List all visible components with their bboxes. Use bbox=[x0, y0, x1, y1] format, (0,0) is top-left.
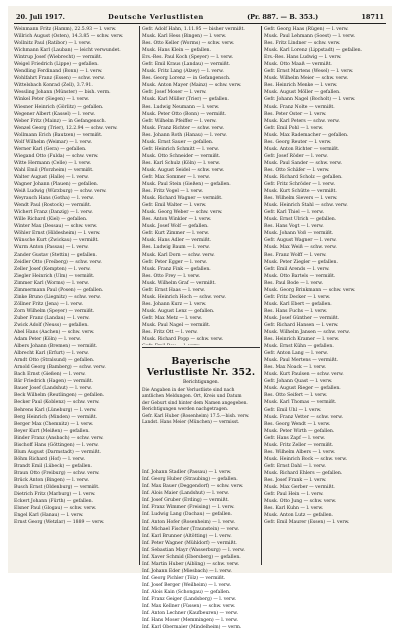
list-entry: Albers Johann (Bremen) — vermißt. bbox=[14, 344, 98, 350]
list-entry: Inf. Max Kellner (Füssen) — schw. verw. bbox=[142, 604, 236, 610]
list-entry: Dietrich Fritz (Marburg) — l. verw. bbox=[14, 492, 96, 498]
list-entry: Bischoff Hans (Göttingen) — l. verw. bbox=[14, 442, 99, 448]
column-right bbox=[264, 26, 388, 565]
list-entry: Musk. Max Rademacher — gefallen. bbox=[264, 132, 349, 138]
list-entry: Musk. Josef Günther — vermißt. bbox=[264, 315, 340, 321]
list-entry: Res. Heinrich Kramer — l. verw. bbox=[264, 337, 340, 343]
list-entry: Zorn Wilhelm (Speyer) — vermißt. bbox=[14, 308, 95, 314]
list-entry: Inf. Martin Huber (Aibling) — schw. verw. bbox=[142, 561, 240, 567]
bavarian-list-section bbox=[142, 345, 260, 455]
list-entry: Gefr. Emil Kraus (Landau) — vermißt. bbox=[142, 62, 231, 68]
list-entry: Res. Hans Fuchs — l. verw. bbox=[264, 308, 328, 314]
list-entry: Gefr. Paul Hein — l. verw. bbox=[264, 492, 324, 498]
list-entry: Inf. Karl Obermaier (Mindelheim) — verm. bbox=[142, 625, 242, 631]
list-entry: Musk. Ernst Kühn — gefallen. bbox=[264, 344, 334, 350]
list-entry: Gefr. Karl Huber (Rosenheim) 17.5.—bish. verw. bbox=[142, 413, 250, 419]
list-entry: Inf. Georg Huber (Straubing) — gefallen. bbox=[142, 477, 238, 483]
list-entry: Gefr. Richard Hansen — l. verw. bbox=[264, 322, 339, 328]
list-entry: Res. Johann Roth (Hanau) — l. verw. bbox=[142, 132, 227, 138]
list-entry: Inf. Hans Moser (Memmingen) — l. verw. bbox=[142, 618, 238, 624]
list-entry: Wintrup Josef (Wiebrecht) — vermißt. bbox=[14, 55, 103, 61]
list-entry: Res. Fritz Ott — l. verw. bbox=[142, 330, 198, 336]
list-entry: Wohlfahrt Franz (Essen) — schw. verw. bbox=[14, 76, 105, 82]
list-entry: Zinke Bruno (Liegnitz) — schw. verw. bbox=[14, 294, 101, 300]
list-entry: Gefr. Max Sommer — l. verw. bbox=[142, 174, 210, 180]
list-entry: Musk. Wilhelm Meier — schw. verw. bbox=[264, 76, 349, 82]
list-entry: Busch Ernst (Oldenburg) — vermißt. bbox=[14, 485, 100, 491]
list-entry: Inf. Anton Lechner (Kaufbeuren) — verw. bbox=[142, 611, 238, 617]
list-entry: Musk. Otto Bartels — vermißt. bbox=[264, 273, 336, 279]
page-header bbox=[16, 11, 384, 22]
list-entry: Inf. Max Bauer (Deggendorf) — schw. verw. bbox=[142, 484, 244, 490]
list-entry: Musk. Richard Ehlers — gefallen. bbox=[264, 470, 343, 476]
list-entry: amtlichen Meldungen. Ort, Kreis und Datum bbox=[142, 394, 242, 400]
list-entry: Brück Anton (Bingen) — l. verw. bbox=[14, 478, 89, 483]
list-entry: Bär Friedrich (Hagen) — vermißt. bbox=[14, 379, 94, 385]
list-entry: Musk. August Seidel — schw. verw. bbox=[142, 167, 225, 173]
list-entry: Musk. Hans Klein — gefallen. bbox=[142, 48, 211, 54]
list-entry: Musk. August Rieger — gefallen. bbox=[264, 386, 341, 392]
list-entry: Zöllner Fritz (Jena) — l. verw. bbox=[14, 301, 83, 307]
list-entry: Winter Max (Dessau) — schw. verw. bbox=[14, 224, 98, 230]
list-entry: Gefr. Adolf Hahn, 1.11.95 — bisher vermißt. bbox=[142, 27, 245, 32]
list-entry: Musk. Ernst Ulrich — gefallen. bbox=[264, 217, 337, 223]
column-left bbox=[14, 26, 138, 565]
list-entry: Wurm Anton (Passau) — l. verw. bbox=[14, 245, 89, 251]
list-entry: Musk. Karl Dorn — schw. verw. bbox=[142, 252, 215, 258]
list-entry: Abel Hans (Aachen) — schw. verw. bbox=[14, 330, 95, 336]
list-entry: Wünsche Kurt (Zwickau) — vermißt. bbox=[14, 238, 99, 244]
list-entry: Zimmer Karl (Worms) — l. verw. bbox=[14, 280, 89, 286]
list-entry: Inf. Josef Berger (Weilheim) — l. verw. bbox=[142, 582, 232, 588]
list-entry: Gefr. Wilhelm Pfeiffer — l. verw. bbox=[142, 118, 217, 124]
list-entry: Res. Wilhelm Sievers — l. verw. bbox=[264, 196, 338, 202]
list-entry: Gefr. Emil Maurer (Essen) — l. verw. bbox=[264, 520, 350, 526]
list-entry: Weyrauch Hans (Gotha) — l. verw. bbox=[14, 196, 94, 202]
list-entry: Gefr. Fritz Decker — l. verw. bbox=[264, 294, 331, 300]
list-entry: Zuber Franz (Landau) — l. verw. bbox=[14, 315, 90, 321]
list-entry: Musk. Franz Fink — gefallen. bbox=[142, 266, 211, 272]
list-entry: Inf. Karl Brunner (Altötting) — l. verw. bbox=[142, 533, 232, 539]
list-entry: Gefr. Johann Quast — l. verw. bbox=[264, 379, 333, 385]
list-entry: Bauer Josef (Landshut) — l. verw. bbox=[14, 386, 92, 392]
list-entry: Wegener Albert (Kassel) — l. verw. bbox=[14, 111, 95, 117]
list-entry: Res. Otto Seifert — l. verw. bbox=[264, 393, 328, 399]
list-entry: Res. Otto Frey — l. verw. bbox=[142, 273, 201, 279]
list-entry: Musk. Richard Scholz — gefallen. bbox=[264, 174, 343, 180]
list-entry: Weinmann Fritz (Hamm), 22.5.93 — l. verw. bbox=[14, 27, 117, 32]
list-entry: Gefr. Ernst Dahl — l. verw. bbox=[264, 463, 326, 469]
list-entry: Wendling Ferdinand (Bonn) — l. verw. bbox=[14, 69, 103, 75]
list-entry: Musk. Wilhelm Jansen — schw. verw. bbox=[264, 330, 350, 336]
list-entry: Witte Hermann (Celle) — l. verw. bbox=[14, 160, 92, 166]
list-entry: Gefr. Karl Thiel — l. verw. bbox=[264, 210, 324, 216]
list-entry: Musk. Johann Voß — vermißt. bbox=[264, 231, 334, 237]
list-entry: Inf. Xaver Schmid (Ebersberg) — gefallen. bbox=[142, 554, 241, 560]
list-entry: Musk. Peter Ziegler — gefallen. bbox=[264, 259, 338, 265]
column-middle bbox=[142, 26, 260, 631]
list-entry: Musk. Kurt Paulsen — schw. verw. bbox=[264, 372, 344, 378]
list-entry: Engel Karl (Hanau) — l. verw. bbox=[14, 513, 84, 519]
list-entry: Berger Max (Chemnitz) — l. verw. bbox=[14, 421, 94, 427]
list-entry: Res. Josef Frank — l. verw. bbox=[264, 478, 327, 483]
list-entry: Wichert Franz (Danzig) — l. verw. bbox=[14, 210, 93, 216]
list-entry: Gefr. Heinrich Schmitt — l. verw. bbox=[142, 146, 219, 152]
list-entry: Gefr. Emil Walter — l. verw. bbox=[142, 203, 207, 209]
header-rule bbox=[14, 23, 386, 24]
header-title: Deutsche Verlustlisten bbox=[108, 12, 204, 21]
list-entry: Wagner Johann (Plauen) — gefallen. bbox=[14, 182, 99, 188]
list-entry: Gefr. Kurt Zimmer — l. verw. bbox=[142, 231, 210, 237]
list-entry: Inf. Franz Wimmer (Freising) — l. verw. bbox=[142, 505, 235, 511]
list-entry: Inf. Anton Hofer (Rosenheim) — l. verw. bbox=[142, 519, 235, 525]
list-entry: Winkel Peter (Siegen) — l. verw. bbox=[14, 97, 90, 103]
list-entry: Musk. Fritz Zeller — vermißt. bbox=[264, 442, 334, 448]
list-entry: Inf. Alois Kain (Schongau) — gefallen. bbox=[142, 590, 231, 595]
list-entry: Gefr. Georg Haas (Rügen) — l. verw. bbox=[264, 27, 349, 32]
list-entry: Walter August (Halle) — l. verw. bbox=[14, 174, 89, 180]
list-entry: Musk. Josef Wolf — gefallen. bbox=[142, 224, 209, 230]
list-entry: Gefr. Hans Zapf — l. verw. bbox=[264, 435, 326, 441]
list-entry: Musk. Ernst Sauer — gefallen. bbox=[142, 139, 214, 145]
list-entry: Ers.-Res. Paul Koch (Speyer) — l. verw. bbox=[142, 55, 234, 61]
list-entry: Wahl Emil (Pforzheim) — vermißt. bbox=[14, 167, 94, 173]
list-entry: Res. Max Noack — l. verw. bbox=[264, 365, 327, 371]
list-entry: Inf. Johann Eder (Miesbach) — l. verw. bbox=[142, 568, 232, 574]
list-entry: Musk. Georg Weber — schw. verw. bbox=[142, 210, 223, 216]
list-entry: Wichmann Karl (Lauban) — leicht verwundet. bbox=[14, 48, 121, 54]
list-entry: Ers.-Res. Hans Ludwig — l. verw. bbox=[264, 55, 342, 61]
list-entry: Musk. Paul Nagel — vermißt. bbox=[142, 322, 211, 328]
list-entry: Zeidler Otto (Freiberg) — schw. verw. bbox=[14, 259, 102, 265]
list-entry: Inf. Ludwig Lang (Dachau) — gefallen. bbox=[142, 512, 233, 518]
list-entry: Musk. Franz Nolte — vermißt. bbox=[264, 104, 335, 110]
list-entry: Wolf Wilhelm (Weimar) — l. verw. bbox=[14, 139, 93, 145]
list-entry: Musk. Franz Richter — schw. verw. bbox=[142, 125, 224, 131]
list-entry: Musk. Anton Lutz — gefallen. bbox=[264, 513, 333, 519]
list-entry: Res. Paul Bode — l. verw. bbox=[264, 280, 324, 286]
list-entry: Res. Johann Kurz — l. verw. bbox=[142, 301, 207, 307]
list-entry: Gefr. Fritz Schröder — l. verw. bbox=[264, 182, 336, 188]
list-entry: Inf. Sebastian Mayr (Wasserburg) — l. verw. bbox=[142, 547, 245, 553]
list-entry: Res. Wilhelm Albers — l. verw. bbox=[264, 449, 336, 455]
list-entry: Res. Otto Schäfer — l. verw. bbox=[264, 167, 330, 173]
column-divider bbox=[139, 26, 140, 565]
list-entry: Musk. Richard Popp — schw. verw. bbox=[142, 337, 224, 343]
list-entry: Gefr. Josef Moser — l. verw. bbox=[142, 90, 207, 96]
list-entry: Res. Georg Lorenz — in Gefangensch. bbox=[142, 76, 231, 82]
list-entry: Brandt Emil (Lübeck) — gefallen. bbox=[14, 463, 92, 469]
list-entry: Res. Fritz Vogel — l. verw. bbox=[142, 189, 204, 195]
header-page-number: 18711 bbox=[361, 12, 384, 21]
list-entry: Musk. Hans Adler — vermißt. bbox=[142, 238, 212, 244]
list-entry: Inf. Michael Fischer (Traunstein) — verw. bbox=[142, 526, 239, 532]
list-entry: Albrecht Karl (Erfurt) — l. verw. bbox=[14, 351, 89, 357]
list-entry: Res. Franz Wolff — l. verw. bbox=[264, 252, 327, 258]
header-issue: (Pr. 887. — B. 353.) bbox=[247, 12, 319, 21]
list-entry: Musk. Georg Brinkmann — schw. verw. bbox=[264, 287, 356, 293]
list-entry: Res. Karl Schulz (Köln) — l. verw. bbox=[142, 160, 221, 166]
list-entry: Musk. Karl Müller (Trier) — gefallen. bbox=[142, 97, 229, 103]
list-entry: Wendt Paul (Rostock) — vermißt. bbox=[14, 203, 92, 209]
list-entry: Musk. Franz Vetter — schw. verw. bbox=[264, 414, 343, 420]
list-entry: Gefr. Emil Uhl — l. verw. bbox=[264, 407, 322, 413]
list-entry: Wille Richard (Kiel) — gefallen. bbox=[14, 217, 88, 223]
list-entry: Gefr. Peter Egger — l. verw. bbox=[142, 259, 207, 265]
newspaper-page bbox=[8, 6, 392, 631]
list-entry: Musk. Karl Hess (Bingen) — l. verw. bbox=[142, 34, 227, 40]
list-entry: Zeller Josef (Kempten) — l. verw. bbox=[14, 266, 91, 272]
list-entry: Gefr. Ernst Martens (Wesel) — l. verw. bbox=[264, 69, 354, 75]
list-entry: Landst. Hans Meier (München) — vermisst. bbox=[142, 420, 240, 426]
list-entry: Musk. Peter Wirth — gefallen. bbox=[264, 428, 335, 434]
list-entry: Weiß Ludwig (Würzburg) — schw. verw. bbox=[14, 189, 107, 195]
list-entry: Die Angaben in der Verlustliste sind nach bbox=[142, 388, 235, 393]
list-entry: Böhm Richard (Hof) — l. verw. bbox=[14, 456, 86, 462]
list-entry: Musk. Heinrich Stahl — schw. verw. bbox=[264, 203, 348, 209]
list-entry: Musk. Max Gerber — vermißt. bbox=[264, 485, 335, 491]
list-entry: Becker Paul (Koblenz) — schw. verw. bbox=[14, 400, 100, 406]
list-entry: Musk. Paul Mertens — vermißt. bbox=[264, 358, 338, 364]
list-entry: Inf. Alois Maier (Landshut) — l. verw. bbox=[142, 491, 230, 497]
list-entry: Musk. Anton Mayer (Mainz) — schw. verw. bbox=[142, 83, 242, 89]
list-entry: Inf. Georg Pichler (Tölz) — vermißt. bbox=[142, 575, 226, 581]
list-entry: Wollmann Erich (Bautzen) — vermißt. bbox=[14, 132, 103, 138]
list-entry: Wessling Johann (Münster) — bish. verm. bbox=[14, 90, 111, 96]
list-entry: Musk. Anton Richter — vermißt. bbox=[264, 146, 340, 152]
list-entry: Musk. Heinrich Hoch — schw. verw. bbox=[142, 294, 226, 300]
list-entry: Gefr. Ernst Haas — l. verw. bbox=[142, 287, 205, 293]
list-entry: Zimmermann Paul (Posen) — gefallen. bbox=[14, 287, 104, 293]
list-entry: Res. Heinrich Menke — l. verw. bbox=[264, 83, 338, 89]
list-entry: Musk. Fritz Lang (Alzey) — l. verw. bbox=[142, 69, 224, 75]
list-entry: Musk. Otto Jung — schw. verw. bbox=[264, 499, 337, 505]
list-entry: Zwick Adolf (Neuss) — gefallen. bbox=[14, 322, 89, 328]
list-entry: Arnold Georg (Bamberg) — schw. verw. bbox=[14, 365, 106, 371]
section-title: Bayerische Verlustliste Nr. 352. bbox=[146, 356, 256, 378]
list-entry: Gefr. Josef Röder — l. verw. bbox=[264, 153, 328, 159]
list-entry: Musk. Paul Stein (Gießen) — gefallen. bbox=[142, 182, 231, 188]
list-entry: Adam Peter (Köln) — l. verw. bbox=[14, 337, 81, 343]
list-entry: Bach Ernst (Gießen) — l. verw. bbox=[14, 372, 86, 378]
list-entry: Musk. Paul Lehmann (Soest) — l. verw. bbox=[264, 34, 356, 40]
list-entry: Musk. Max Weiß — schw. verw. bbox=[264, 245, 337, 251]
column-divider bbox=[261, 26, 262, 565]
list-entry: Musk. Karl Ebert — gefallen. bbox=[264, 301, 332, 307]
list-entry: Res. Otto Keller (Worms) — schw. verw. bbox=[142, 41, 235, 47]
list-entry: Wöhler Ernst (Hildesheim) — l. verw. bbox=[14, 231, 101, 237]
list-entry: Werner Karl (Gera) — gefallen. bbox=[14, 146, 87, 152]
list-entry: Musk. Otto Maaß — vermißt. bbox=[264, 62, 332, 68]
list-entry: Res. Peter Oster — l. verw. bbox=[264, 111, 327, 117]
list-entry: Braun Otto (Freiburg) — schw. verw. bbox=[14, 470, 100, 476]
list-entry: Elsner Paul (Glogau) — schw. verw. bbox=[14, 506, 97, 512]
list-entry: Musk. Peter Otto (Bonn) — vermißt. bbox=[142, 111, 227, 117]
section-notice bbox=[142, 388, 260, 426]
list-entry: Berichtigungen werden nachgetragen. bbox=[142, 407, 229, 413]
list-entry: Inf. Johann Stadler (Passau) — l. verw. bbox=[142, 470, 232, 476]
list-entry: Gefr. Johann Nagel (Bocholt) — l. verw. bbox=[264, 97, 356, 103]
list-entry: Inf. Peter Wagner (Mühldorf) — vermißt. bbox=[142, 540, 237, 546]
list-entry: Eckert Johann (Fürth) — gefallen. bbox=[14, 499, 94, 505]
list-entry: Beck Wilhelm (Reutlingen) — gefallen. bbox=[14, 393, 105, 399]
header-date: 20. Juli 1917. bbox=[16, 12, 65, 21]
list-entry: Musk. Karl Lorenz (Lippstadt) — gefallen. bbox=[264, 48, 362, 54]
section-rule bbox=[142, 347, 260, 348]
list-entry: Res. Fritz Lindner — schw. verw. bbox=[264, 41, 341, 47]
list-entry: Musk. Paul Sander — schw. verw. bbox=[264, 160, 343, 166]
list-entry: Musk. August Lenz — gefallen. bbox=[142, 308, 215, 314]
list-entry: Res. Anton Winkler — l. verw. bbox=[142, 217, 212, 223]
list-entry: Wiesner Heinrich (Görlitz) — gefallen. bbox=[14, 104, 104, 110]
list-entry: Inf. Franz Geiger (Landsberg) — l. verw. bbox=[142, 597, 237, 603]
list-entry: Musk. Wilhelm Graf — vermißt. bbox=[142, 280, 216, 286]
list-entry: Wollnitz Paul (Ratibor) — l. verw. bbox=[14, 41, 92, 47]
list-entry: Wenzel Georg (Trier), 12.2.94 — schw. verw. bbox=[14, 125, 118, 131]
list-entry: Gefr. August Wagner — l. verw. bbox=[264, 238, 337, 244]
list-entry: Musk. Heinrich Bock — schw. verw. bbox=[264, 456, 348, 462]
list-entry: Res. Ludwig Neumann — l. verw. bbox=[142, 104, 220, 110]
list-entry: Res. Georg Reuter — l. verw. bbox=[264, 139, 332, 145]
list-entry: Ziegler Heinrich (Ulm) — vermißt. bbox=[14, 273, 95, 279]
list-entry: Gefr. Anton Lang — l. verw. bbox=[264, 351, 328, 357]
list-entry: Musk. Karl Peters — schw. verw. bbox=[264, 118, 340, 124]
list-entry: Binder Franz (Ansbach) — schw. verw. bbox=[14, 435, 104, 441]
list-entry: Gefr. Emil Arends — l. verw. bbox=[264, 266, 330, 272]
list-entry: Gefr. Max Metz — l. verw. bbox=[142, 315, 203, 321]
list-entry: Zander Gustav (Stettin) — gefallen. bbox=[14, 252, 97, 258]
list-entry: Res. Ludwig Baum — l. verw. bbox=[142, 245, 210, 251]
list-entry: Res. Hans Vogt — l. verw. bbox=[264, 224, 324, 230]
list-entry: Beyer Kurt (Meißen) — gefallen. bbox=[14, 428, 90, 434]
list-entry: Gefr. Emil Pohl — l. verw. bbox=[264, 125, 324, 131]
section-subtitle: Berichtigungen. bbox=[183, 380, 219, 385]
list-entry: Weber Fritz (Mainz) — in Gefangensch. bbox=[14, 118, 106, 124]
list-entry: der Geburt sind hinter dem Namen angegeben. bbox=[142, 400, 248, 406]
list-entry: Willrich August (Osten), 14.3.85 — schw. verw. bbox=[14, 34, 124, 40]
list-entry: Wittelsbach Konrad (Zell), 3.7.91. bbox=[14, 83, 93, 89]
list-entry: Musk. Otto Schneider — vermißt. bbox=[142, 153, 221, 159]
list-entry: Weigel Friedrich (Lippe) — gefallen. bbox=[14, 62, 99, 68]
list-entry: Musk. Kurt Schütte — vermißt. bbox=[264, 189, 337, 195]
list-entry: Res. Karl Kuhn — l. verw. bbox=[264, 506, 324, 512]
list-entry: Berg Heinrich (Minden) — vermißt. bbox=[14, 414, 98, 420]
list-entry: Behrens Karl (Lüneburg) — l. verw. bbox=[14, 407, 97, 413]
list-entry: Musk. August Möller — gefallen. bbox=[264, 90, 341, 96]
list-entry: Musk. Karl Thomas — vermißt. bbox=[264, 400, 337, 406]
list-entry: Wiegand Otto (Fulda) — schw. verw. bbox=[14, 153, 99, 159]
list-entry: Ernst Georg (Wetzlar) — 1889 — verw. bbox=[14, 520, 105, 526]
list-entry: Arndt Otto (Stralsund) — gefallen. bbox=[14, 358, 95, 364]
list-entry: Blum August (Darmstadt) — vermißt. bbox=[14, 449, 101, 455]
list-entry: Musk. Richard Wagner — vermißt. bbox=[142, 196, 223, 202]
list-entry: Inf. Josef Gruber (Erding) — vermißt. bbox=[142, 498, 229, 504]
list-entry: Res. Georg Wendt — l. verw. bbox=[264, 421, 331, 427]
